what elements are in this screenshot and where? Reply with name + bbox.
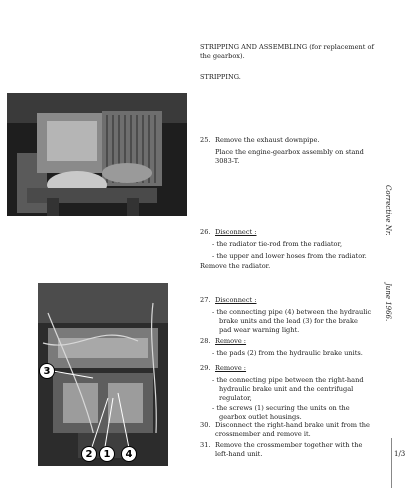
step-29-bullet1-line1: - the connecting pipe between the right-hand [212, 376, 364, 384]
step-27-bullet1-line1: - the connecting pipe (4) between the hydraulic [212, 308, 372, 316]
step-31-number: 31. [200, 441, 211, 449]
step-29-number: 29. [200, 364, 211, 372]
step-26-title: Disconnect : [215, 228, 257, 236]
step-27-bullet1-line2: brake units and the lead (3) for the brake [219, 317, 358, 325]
step-29-title: Remove : [215, 364, 247, 372]
step-26-tail: Remove the radiator. [200, 262, 271, 270]
step-29-bullet2-line2: gearbox outlet housings. [219, 413, 302, 421]
section-subheading: STRIPPING. [200, 73, 241, 81]
callout-1: 1 [99, 446, 115, 462]
step-31-line2: left-hand unit. [215, 450, 263, 458]
step-27-title: Disconnect : [215, 296, 257, 304]
sidebar-corrective-number: Corrective Nr. [384, 185, 392, 236]
callout-3: 3 [39, 363, 55, 379]
step-28-title: Remove : [215, 337, 247, 345]
step-30-line1: Disconnect the right-hand brake unit from the [215, 421, 370, 429]
page-number: 1/3 [394, 450, 406, 458]
brake-units-photo [38, 283, 168, 466]
sidebar-date: June 1966. [384, 283, 392, 322]
section-heading-line2: the gearbox). [200, 52, 245, 60]
step-25-number: 25. [200, 136, 211, 144]
step-25-line3: 3083-T. [215, 157, 240, 165]
step-25-line2: Place the engine-gearbox assembly on stand [215, 148, 364, 156]
step-29-bullet1-line3: regulator, [219, 394, 252, 402]
step-26-bullet2: - the upper and lower hoses from the radiator. [212, 252, 367, 260]
step-30-number: 30. [200, 421, 211, 429]
step-26-bullet1: - the radiator tie-rod from the radiator, [212, 240, 343, 248]
step-29-bullet2-line1: - the screws (1) securing the units on the [212, 404, 350, 412]
step-27-bullet1-line3: pad wear warning light. [219, 326, 300, 334]
step-30-line2: crossmember and remove it. [215, 430, 311, 438]
step-28-bullet1: - the pads (2) from the hydraulic brake units. [212, 349, 363, 357]
section-heading-line1: STRIPPING AND ASSEMBLING (for replacement of [200, 43, 374, 51]
callout-2: 2 [81, 446, 97, 462]
engine-gearbox-illustration [7, 93, 187, 216]
step-27-number: 27. [200, 296, 211, 304]
engine-gearbox-photo [7, 93, 187, 216]
step-26-number: 26. [200, 228, 211, 236]
margin-rule [391, 438, 392, 488]
step-25-line1: Remove the exhaust downpipe. [215, 136, 320, 144]
step-31-line1: Remove the crossmember together with the [215, 441, 363, 449]
brake-units-illustration [38, 283, 168, 466]
step-28-number: 28. [200, 337, 211, 345]
callout-4: 4 [121, 446, 137, 462]
step-29-bullet1-line2: hydraulic brake unit and the centrifugal [219, 385, 354, 393]
